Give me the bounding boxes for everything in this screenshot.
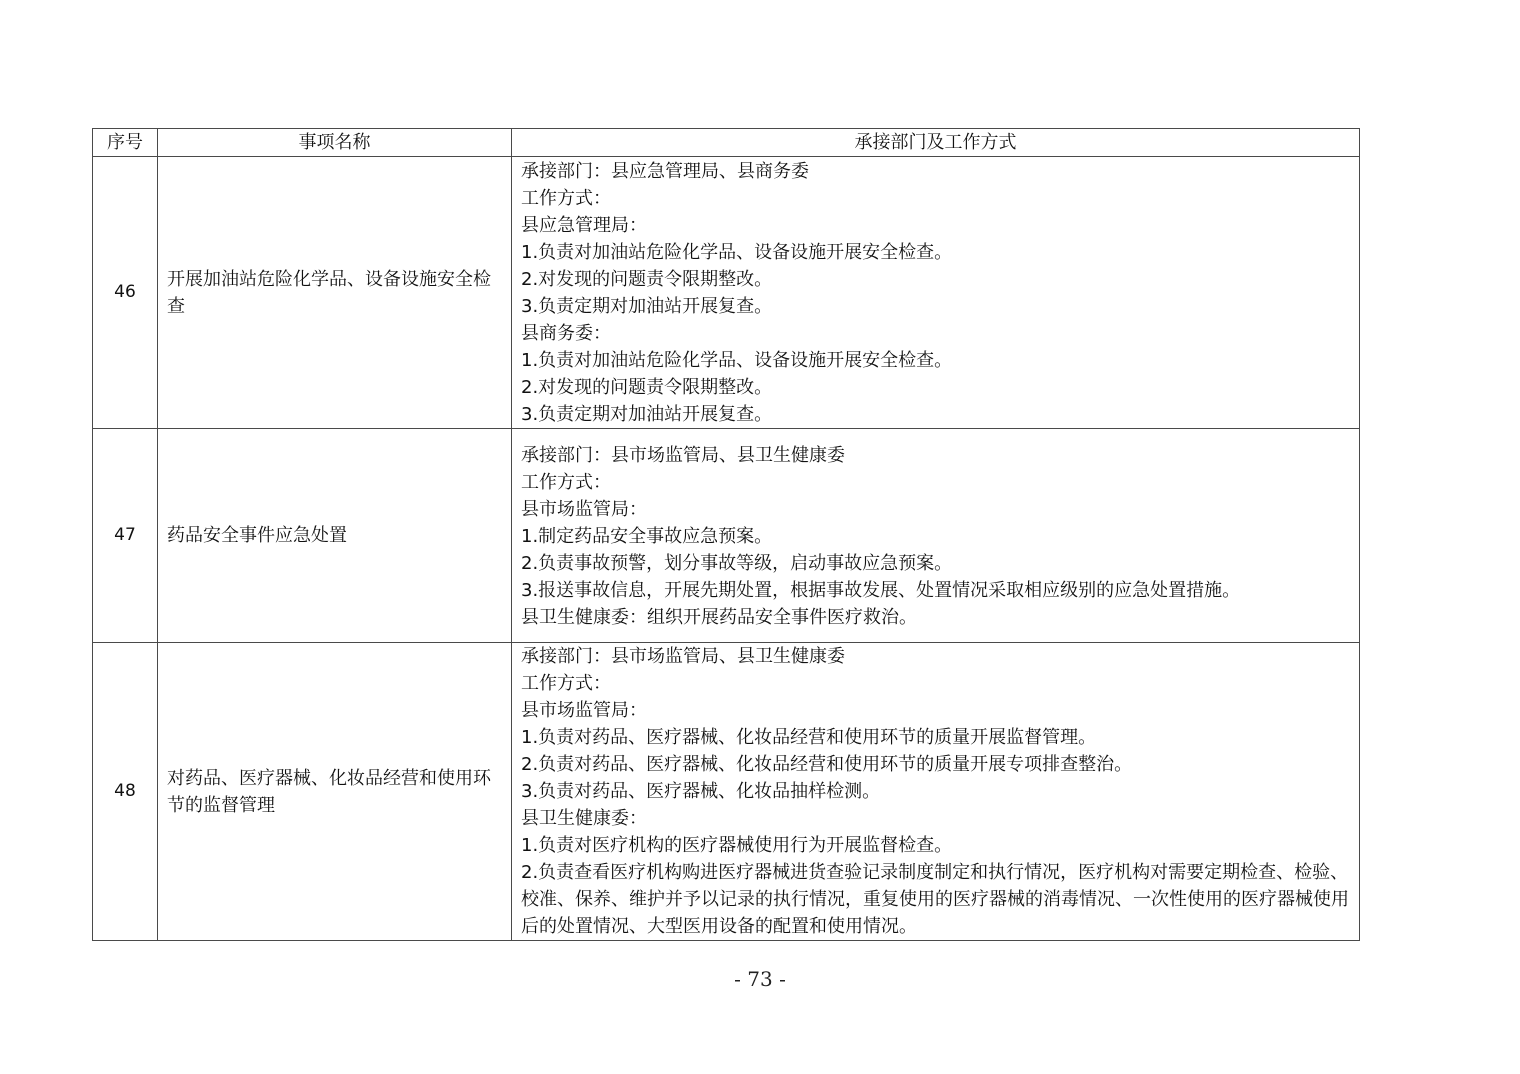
header-serial-number: 序号	[93, 129, 158, 157]
detail-line: 1.负责对药品、医疗器械、化妆品经营和使用环节的质量开展监督管理。	[521, 727, 1097, 748]
detail-line: 2.对发现的问题责令限期整改。	[521, 268, 773, 290]
page-number: - 73 -	[734, 967, 786, 991]
detail-line: 县应急管理局：	[521, 214, 647, 236]
detail-line: 2.负责查看医疗机构购进医疗器械进货查验记录制度制定和执行情况，医疗机构对需要定期检查、检验、校准、保养、维护并予以记录的执行情况，重复使用的医疗器械的消毒情况、一次性使用的医疗器械使用后的处置情况、大型医用设备的配置和使用情况。	[521, 862, 1349, 937]
detail-line: 3.负责对药品、医疗器械、化妆品抽样检测。	[521, 781, 881, 802]
detail-line: 3.报送事故信息，开展先期处置，根据事故发展、处置情况采取相应级别的应急处置措施。	[521, 580, 1241, 601]
detail-line: 工作方式：	[521, 472, 611, 493]
row-serial-number: 46	[93, 157, 158, 429]
row-item-name: 药品安全事件应急处置	[158, 429, 512, 643]
detail-line: 2.负责事故预警，划分事故等级，启动事故应急预案。	[521, 553, 953, 574]
detail-line: 县市场监管局：	[521, 499, 647, 520]
row-item-name: 对药品、医疗器械、化妆品经营和使用环节的监督管理	[158, 643, 512, 941]
detail-line: 1.负责对医疗机构的医疗器械使用行为开展监督检查。	[521, 835, 953, 856]
table-row	[93, 157, 1360, 429]
detail-line: 3.负责定期对加油站开展复查。	[521, 295, 773, 317]
row-serial-number: 47	[93, 429, 158, 643]
detail-line: 2.对发现的问题责令限期整改。	[521, 376, 773, 398]
table-row	[93, 643, 1360, 941]
header-department-and-method: 承接部门及工作方式	[512, 129, 1360, 157]
detail-line: 1.制定药品安全事故应急预案。	[521, 526, 773, 547]
row-item-name: 开展加油站危险化学品、设备设施安全检查	[158, 157, 512, 429]
detail-line: 县卫生健康委：组织开展药品安全事件医疗救治。	[521, 607, 917, 628]
detail-line: 2.负责对药品、医疗器械、化妆品经营和使用环节的质量开展专项排查整治。	[521, 754, 1133, 775]
detail-line: 承接部门：县市场监管局、县卫生健康委	[521, 646, 845, 667]
table-row	[93, 429, 1360, 643]
detail-line: 工作方式：	[521, 187, 611, 209]
detail-line: 1.负责对加油站危险化学品、设备设施开展安全检查。	[521, 349, 953, 371]
detail-line: 工作方式：	[521, 673, 611, 694]
row-detail	[512, 429, 1360, 643]
detail-line: 县市场监管局：	[521, 700, 647, 721]
detail-line: 县商务委：	[521, 322, 611, 344]
table-header-row	[93, 129, 1360, 157]
detail-line: 3.负责定期对加油站开展复查。	[521, 403, 773, 425]
detail-line: 县卫生健康委：	[521, 808, 647, 829]
row-detail	[512, 157, 1360, 429]
row-serial-number: 48	[93, 643, 158, 941]
matters-table	[92, 128, 1360, 941]
detail-line: 承接部门：县应急管理局、县商务委	[521, 160, 809, 182]
detail-line: 承接部门：县市场监管局、县卫生健康委	[521, 445, 845, 466]
header-item-name: 事项名称	[158, 129, 512, 157]
row-detail	[512, 643, 1360, 941]
detail-line: 1.负责对加油站危险化学品、设备设施开展安全检查。	[521, 241, 953, 263]
